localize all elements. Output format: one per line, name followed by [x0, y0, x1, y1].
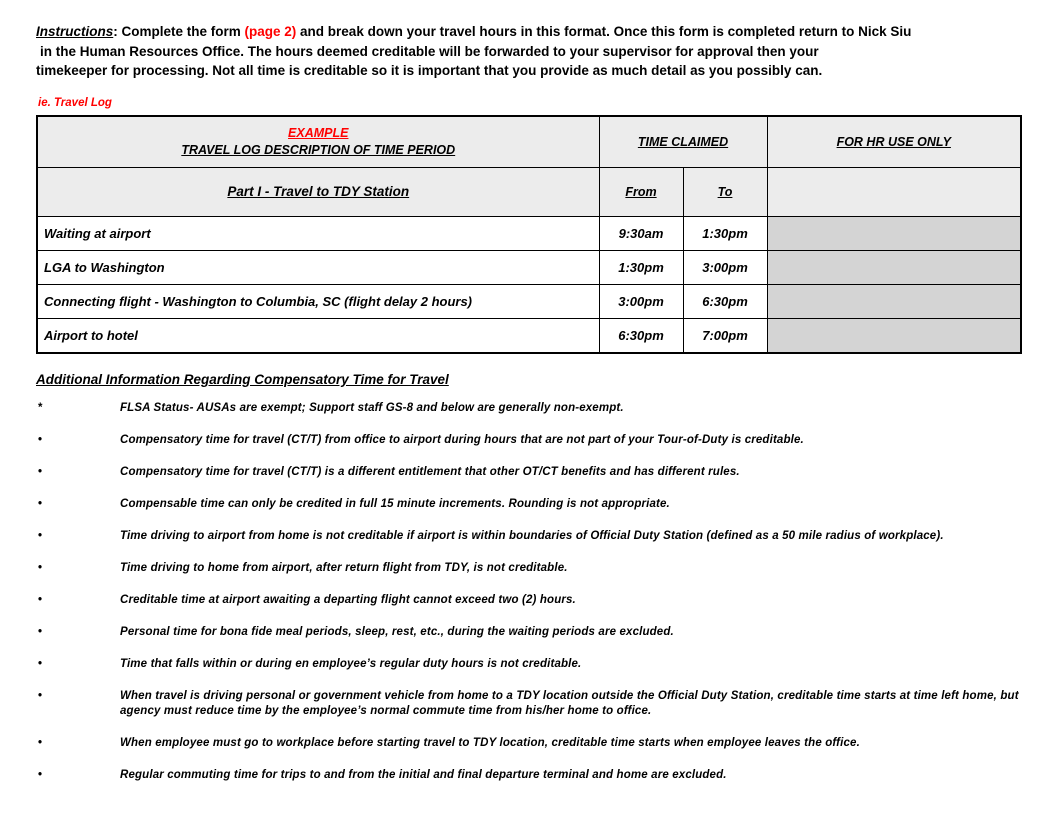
row-description: Waiting at airport — [37, 216, 599, 250]
row-from-time: 1:30pm — [599, 250, 683, 284]
table-row — [37, 250, 1021, 284]
row-to-time: 3:00pm — [683, 250, 767, 284]
row-from-time: 6:30pm — [599, 318, 683, 353]
table-part-row — [37, 167, 1021, 216]
bullet-text: Time that falls within or during en employee’s regular duty hours is not creditable. — [120, 657, 582, 670]
bullet-text: Compensatory time for travel (CT/T) from office to airport during hours that are not part of your Tour-of-Duty is creditable. — [120, 433, 804, 446]
row-hr-use — [767, 284, 1021, 318]
row-description: Connecting flight - Washington to Columbia, SC (flight delay 2 hours) — [37, 284, 599, 318]
table-row — [37, 284, 1021, 318]
row-from-time: 3:00pm — [599, 284, 683, 318]
bullet-marker: • — [38, 769, 43, 782]
table-row — [37, 216, 1021, 250]
list-item — [36, 593, 1020, 609]
bullet-text: Compensatory time for travel (CT/T) is a different entitlement that other OT/CT benefits and has different rules. — [120, 465, 740, 478]
additional-info-list — [36, 401, 1020, 784]
list-item — [36, 689, 1020, 720]
header-hr-use-cell — [767, 116, 1021, 168]
list-item — [36, 736, 1020, 752]
list-item — [36, 625, 1020, 641]
header-description-cell — [37, 116, 599, 168]
bullet-text: Personal time for bona fide meal periods, sleep, rest, etc., during the waiting periods are excluded. — [120, 625, 674, 638]
travel-log-table — [36, 115, 1022, 354]
subheader-to-label: To — [717, 184, 733, 199]
list-item — [36, 529, 1020, 545]
page-reference: (page 2) — [244, 24, 297, 39]
bullet-marker: • — [38, 529, 43, 542]
table-header-row — [37, 116, 1021, 168]
list-item — [36, 561, 1020, 577]
additional-info-title: Additional Information Regarding Compensatory Time for Travel — [36, 371, 449, 387]
list-item — [36, 465, 1020, 481]
bullet-text: Time driving to home from airport, after return flight from TDY, is not creditable. — [120, 561, 568, 574]
bullet-text: FLSA Status- AUSAs are exempt; Support staff GS-8 and below are generally non-exempt. — [120, 401, 624, 414]
row-hr-use — [767, 216, 1021, 250]
bullet-marker: • — [38, 561, 43, 574]
table-row — [37, 318, 1021, 353]
row-to-time: 7:00pm — [683, 318, 767, 353]
bullet-marker: * — [38, 401, 43, 414]
list-item — [36, 657, 1020, 673]
row-description: Airport to hotel — [37, 318, 599, 353]
row-from-time: 9:30am — [599, 216, 683, 250]
subheader-to-cell — [683, 167, 767, 216]
row-to-time: 1:30pm — [683, 216, 767, 250]
bullet-marker: • — [38, 625, 43, 638]
bullet-text: Regular commuting time for trips to and from the initial and final departure terminal and home are excluded. — [120, 769, 727, 782]
bullet-text: Compensable time can only be credited in full 15 minute increments. Rounding is not appropriate. — [120, 497, 670, 510]
bullet-text: When travel is driving personal or government vehicle from home to a TDY location outside the Official Duty Station, creditable time starts at time left home, but agency must reduce time by the employee’s normal commute time from his/her home to office. — [120, 689, 1019, 718]
row-hr-use — [767, 250, 1021, 284]
bullet-marker: • — [38, 689, 43, 702]
row-description: LGA to Washington — [37, 250, 599, 284]
bullet-marker: • — [38, 737, 43, 750]
list-item — [36, 433, 1020, 449]
row-hr-use — [767, 318, 1021, 353]
subheader-from-label: From — [625, 184, 657, 199]
travel-log-caption: ie. Travel Log — [38, 96, 112, 109]
part-title-cell: Part I - Travel to TDY Station — [37, 167, 599, 216]
list-item — [36, 401, 1020, 417]
instructions-paragraph — [36, 22, 1020, 81]
header-time-claimed-cell — [599, 116, 767, 168]
list-item — [36, 768, 1020, 784]
instructions-line2: in the Human Resources Office. The hours deemed creditable will be forwarded to your supervisor for approval then your — [40, 43, 819, 59]
header-time-claimed-label: TIME CLAIMED — [637, 134, 729, 149]
bullet-text: Time driving to airport from home is not creditable if airport is within boundaries of Official Duty Station (defined as a 50 mile radius of workplace). — [120, 529, 944, 542]
instructions-line3: timekeeper for processing. Not all time is creditable so it is important that you provide as much detail as you possibly can. — [36, 63, 823, 79]
instructions-label: Instructions — [36, 24, 114, 39]
list-item — [36, 497, 1020, 513]
row-to-time: 6:30pm — [683, 284, 767, 318]
bullet-marker: • — [38, 497, 43, 510]
subheader-from-cell — [599, 167, 683, 216]
header-hr-use-label: FOR HR USE ONLY — [836, 134, 951, 149]
header-description-label: TRAVEL LOG DESCRIPTION OF TIME PERIOD — [181, 142, 456, 157]
bullet-text: Creditable time at airport awaiting a departing flight cannot exceed two (2) hours. — [120, 593, 576, 606]
bullet-marker: • — [38, 657, 43, 670]
instructions-line1b: and break down your travel hours in this format. Once this form is completed return to Nick Siu — [296, 24, 912, 39]
header-example-label: EXAMPLE — [288, 125, 349, 140]
bullet-text: When employee must go to workplace before starting travel to TDY location, creditable time starts when employee leaves the office. — [120, 737, 860, 750]
bullet-marker: • — [38, 593, 43, 606]
part-hr-cell — [767, 167, 1021, 216]
bullet-marker: • — [38, 433, 43, 446]
instructions-line1a: : Complete the form — [113, 24, 245, 39]
bullet-marker: • — [38, 465, 43, 478]
